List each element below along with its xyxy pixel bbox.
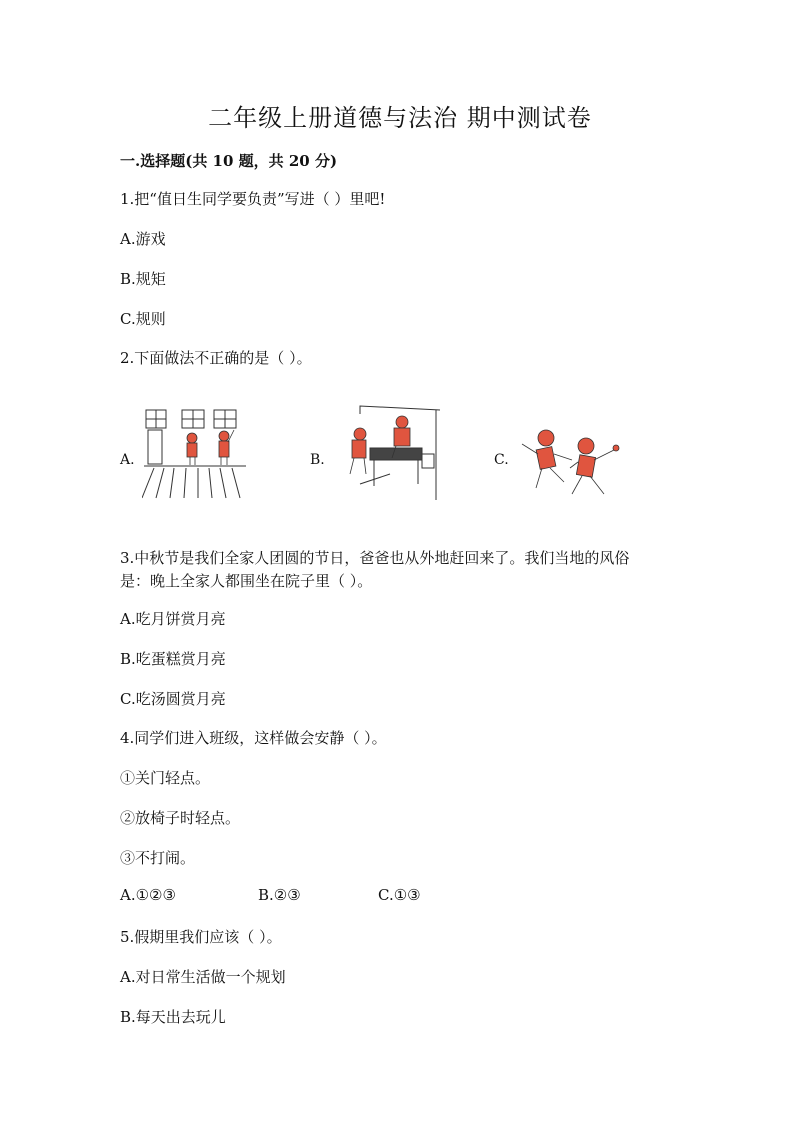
question-3-option-a: A.吃月饼赏月亮	[120, 610, 226, 628]
question-3-stem-line-2: 是：晚上全家人都围坐在院子里（ ）。	[120, 572, 373, 590]
question-5-stem: 5.假期里我们应该（ ）。	[120, 928, 282, 946]
question-3-option-b: B.吃蛋糕赏月亮	[120, 650, 226, 668]
question-1-stem: 1.把“值日生同学要负责”写进（ ）里吧!	[120, 190, 386, 208]
question-1-option-b: B.规矩	[120, 270, 166, 288]
question-4-item-3: ③不打闹。	[120, 849, 196, 867]
question-1-option-a: A.游戏	[120, 230, 166, 248]
page-title: 二年级上册道德与法治 期中测试卷	[208, 104, 592, 132]
question-2-stem: 2.下面做法不正确的是（ ）。	[120, 349, 312, 367]
figure-label-a: A.	[120, 452, 135, 468]
question-3-option-c: C.吃汤圆赏月亮	[120, 690, 226, 708]
question-4-options-row	[120, 886, 520, 906]
question-4-option-a: A.①②③	[120, 886, 176, 904]
figure-label-b: B.	[310, 452, 325, 468]
question-1-option-c: C.规则	[120, 310, 166, 328]
window-cleaning-illustration	[142, 408, 248, 500]
question-5-option-a: A.对日常生活做一个规划	[120, 968, 286, 986]
section-heading: 一.选择题(共 10 题，共 20 分)	[120, 152, 338, 170]
question-4-option-b: B.②③	[258, 886, 301, 904]
question-5-option-b: B.每天出去玩儿	[120, 1008, 226, 1026]
question-4-item-1: ①关门轻点。	[120, 769, 211, 787]
question-4-item-2: ②放椅子时轻点。	[120, 809, 241, 827]
question-4-option-c: C.①③	[378, 886, 421, 904]
question-2-figure	[120, 400, 640, 510]
figure-label-c: C.	[494, 452, 509, 468]
desk-cleaning-illustration	[330, 404, 450, 504]
children-playing-illustration	[516, 424, 636, 504]
question-4-stem: 4.同学们进入班级，这样做会安静（ ）。	[120, 729, 387, 747]
question-3-stem-line-1: 3.中秋节是我们全家人团圆的节日，爸爸也从外地赶回来了。我们当地的风俗	[120, 549, 630, 567]
